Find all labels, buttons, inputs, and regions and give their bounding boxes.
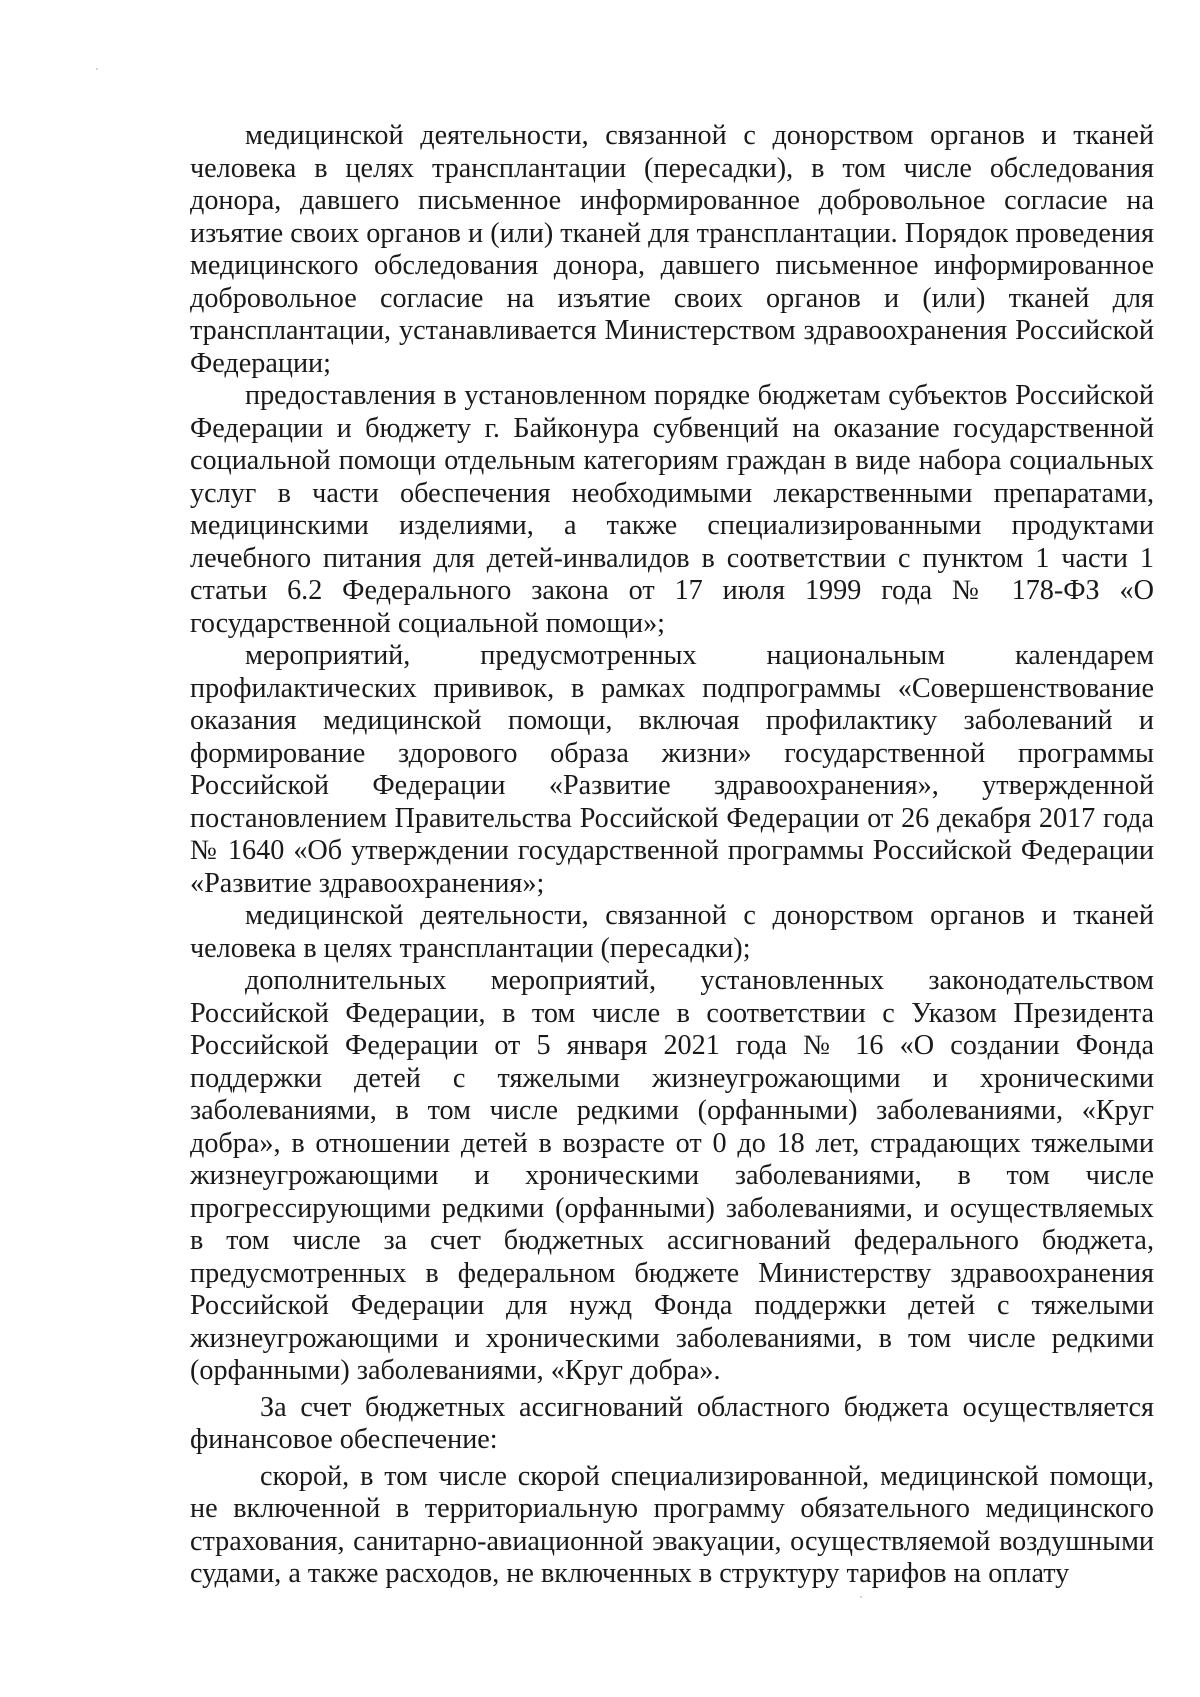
scan-speck (96, 68, 98, 70)
paragraph-donor-transplant: медицинской деятельности, связанной с донорством органов и тканей человека в целях трансплантации (пересадки); (190, 900, 1154, 964)
scan-speck (860, 1596, 862, 1598)
paragraph-subventions-social-services: предоставления в установленном порядке бюджетам субъектов Российской Федерации и бюджету г. Байконура субвенций на оказание государственной социальной помощи отдельным категориям граждан в виде набора социальных услуг в части обеспечения необходимыми лекарственными препаратами, медицинскими изделиями, а также специализированными продуктами лечебного питания для детей-инвалидов в соответствии с пунктом 1 части 1 статьи 6.2 Федерального закона от 17 июля 1999 года № 178-ФЗ «О государственной социальной помощи»; (190, 380, 1154, 639)
paragraph-krug-dobra-fund: дополнительных мероприятий, установленных законодательством Российской Федерации, в том числе в соответствии с Указом Президента Российской Федерации от 5 января 2021 года № 16 «О создании Фонда поддержки детей с тяжелыми жизнеугрожающими и хроническими заболеваниями, в том числе редкими (орфанными) заболеваниями, «Круг добра», в отношении детей в возрасте от 0 до 18 лет, страдающих тяжелыми жизнеугрожающими и хроническими заболеваниями, в том числе прогрессирующими редкими (орфанными) заболеваниями, и осуществляемых в том числе за счет бюджетных ассигнований федерального бюджета, предусмотренных в федеральном бюджете Министерству здравоохранения Российской Федерации для нужд Фонда поддержки детей с тяжелыми жизнеугрожающими и хроническими заболеваниями, в том числе редкими (орфанными) заболеваниями, «Круг добра». (190, 965, 1154, 1386)
paragraph-emergency-care: скорой, в том числе скорой специализированной, медицинской помощи, не включенной в территориальную программу обязательного медицинского страхования, санитарно-авиационной эвакуации, осуществляемой воздушными судами, а также расходов, не включенных в структуру тарифов на оплату (190, 1460, 1154, 1589)
paragraph-vaccination-calendar: мероприятий, предусмотренных национальным календарем профилактических прививок, в рамках подпрограммы «Совершенствование оказания медицинской помощи, включая профилактику заболеваний и формирование здорового образа жизни» государственной программы Российской Федерации «Развитие здравоохранения», утвержденной постановлением Правительства Российской Федерации от 26 декабря 2017 года № 1640 «Об утверждении государственной программы Российской Федерации «Развитие здравоохранения»; (190, 640, 1154, 899)
document-page (190, 120, 1154, 1591)
paragraph-regional-budget: За счет бюджетных ассигнований областного бюджета осуществляется финансовое обеспечение: (190, 1391, 1154, 1455)
paragraph-donor-transplant-examination: медицинской деятельности, связанной с донорством органов и тканей человека в целях трансплантации (пересадки), в том числе обследования донора, давшего письменное информированное добровольное согласие на изъятие своих органов и (или) тканей для трансплантации. Порядок проведения медицинского обследования донора, давшего письменное информированное добровольное согласие на изъятие своих органов и (или) тканей для трансплантации, устанавливается Министерством здравоохранения Российской Федерации; (190, 120, 1154, 379)
